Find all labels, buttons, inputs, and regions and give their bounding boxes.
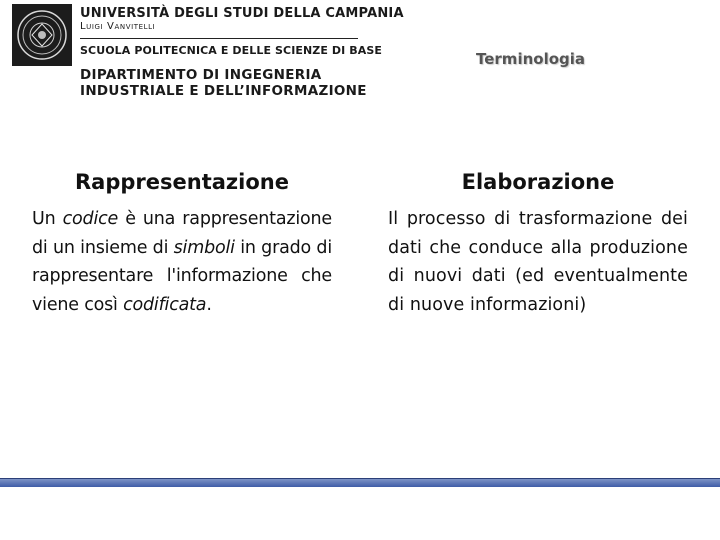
right-column: [388, 168, 688, 319]
university-header: [80, 6, 404, 57]
left-heading: Rappresentazione: [75, 170, 289, 194]
text-span: è una rappresentazione di un insieme di: [32, 209, 332, 258]
left-column: [32, 168, 332, 319]
text-span: Un: [32, 209, 63, 229]
department-line2: INDUSTRIALE E DELL’INFORMAZIONE: [80, 83, 367, 99]
term-codice: codice: [62, 209, 119, 229]
footer-bar: [0, 478, 720, 487]
term-simboli: simboli: [173, 237, 235, 258]
department-name: [80, 67, 367, 99]
school-name: SCUOLA POLITECNICA E DELLE SCIENZE DI BASE: [80, 44, 383, 57]
text-span: in grado di rappresentare l'informazione che viene così: [32, 237, 332, 315]
slide-title: Terminologia: [476, 50, 586, 68]
right-text: Il processo di trasformazione dei dati che conduce alla produzione di nuovi dati (ed eventualmente di nuove informazioni): [388, 209, 688, 315]
text-span: .: [206, 294, 212, 315]
header-divider: [80, 38, 358, 39]
department-line1: DIPARTIMENTO DI INGEGNERIA: [80, 67, 322, 83]
university-seal-icon: [12, 4, 72, 66]
university-name: UNIVERSITÀ DEGLI STUDI DELLA CAMPANIA: [80, 6, 404, 21]
term-codificata: codificata: [123, 294, 207, 315]
right-heading: Elaborazione: [461, 170, 615, 194]
seal-icon: [15, 8, 69, 62]
left-text: [32, 205, 332, 319]
university-subname: Luigi Vanvitelli: [80, 21, 156, 32]
